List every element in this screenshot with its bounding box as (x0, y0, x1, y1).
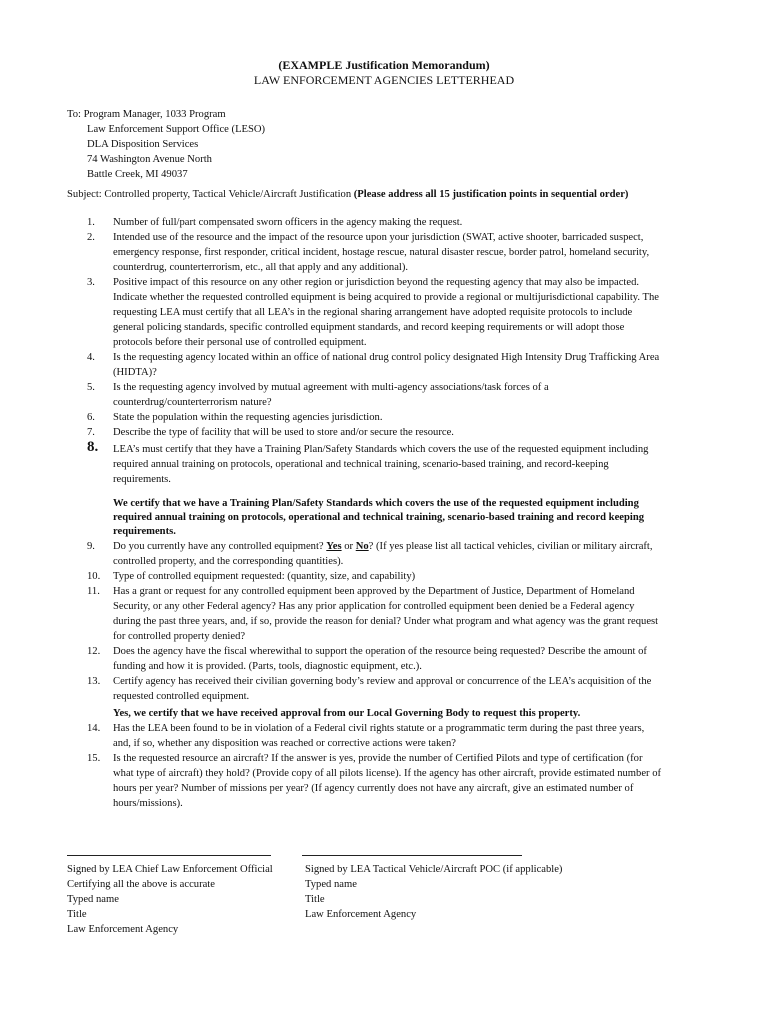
item-text: State the population within the requesting agencies jurisdiction. (113, 412, 383, 423)
item-text: Has a grant or request for any controlled equipment been approved by the Department of Justice, Department of Homeland (113, 586, 635, 597)
certification-text: required annual training on protocols, operational and technical training, scenario-based training and record keeping (113, 512, 645, 523)
item-number: 13. (87, 676, 101, 687)
justification-item-9 (67, 539, 707, 569)
item-text: Describe the type of facility that will be used to store and/or secure the resource. (113, 427, 454, 438)
item-number: 4. (87, 352, 95, 363)
item-text: general policing standards, specific controlled equipment standards, and record keeping requirements or will adopt those (113, 322, 625, 333)
signature-caption: Signed by LEA Chief Law Enforcement Official (67, 864, 273, 875)
item-text: funding and how it is provided. (Parts, tools, diagnostic equipment, etc.). (113, 661, 422, 672)
item-number: 7. (87, 427, 95, 438)
item-text: requirements. (113, 474, 171, 485)
justification-item-13 (67, 674, 707, 704)
justification-item-3 (67, 275, 707, 350)
item-text: counterdrug, counterterrorism, etc., all that apply and any additional). (113, 262, 409, 273)
spacer (67, 487, 707, 497)
justification-item-14 (67, 721, 707, 751)
item-number: 3. (87, 277, 95, 288)
item-text: requested controlled equipment. (113, 691, 250, 702)
item-text: controlled property, and the corresponding quantities). (113, 556, 344, 567)
item-text: hours per year? Number of missions per year? (If agency currently does not have any aircraft, give an estimated number of (113, 783, 634, 794)
item-text: Is the requesting agency located within an office of national drug control policy designated High Intensity Drug Trafficking Area (113, 352, 660, 363)
item-text: Has the LEA been found to be in violation of a Federal civil rights statute or a programmatic term during the past three years, (113, 723, 645, 734)
justification-list (67, 215, 707, 811)
item-text: Security, or any other Federal agency? Has any prior application for controlled equipment been denied be a Federal agency (113, 601, 635, 612)
item-text-part: or (341, 541, 356, 552)
item-text: (HIDTA)? (113, 367, 157, 378)
item-text: during the past three years, and, if so, provide the reason for denial? Under what program and what agency was the grant request (113, 616, 659, 627)
item-text-part: Do you currently have any controlled equipment? (113, 541, 327, 552)
signature-caption: Certifying all the above is accurate (67, 879, 215, 890)
item-text: Does the agency have the fiscal wherewithal to support the operation of the resource being requested? Describe the amount of (113, 646, 647, 657)
item-number: 6. (87, 412, 95, 423)
signature-line (67, 855, 271, 856)
justification-item-11 (67, 584, 707, 644)
yes-option: Yes (326, 541, 342, 552)
address-line: 74 Washington Avenue North (87, 154, 212, 165)
item-text: what type of aircraft) they hold? (Provide copy of all pilots license). If the agency has other aircraft, provide estimated number of (113, 768, 662, 779)
memo-header (0, 58, 768, 88)
item-text: Is the requested resource an aircraft? If the answer is yes, provide the number of Certified Pilots and type of certification (for (113, 753, 643, 764)
item-number: 12. (87, 646, 101, 657)
item-text: Type of controlled equipment requested: (quantity, size, and capability) (113, 571, 416, 582)
training-certification (67, 497, 707, 539)
item-number: 11. (87, 586, 100, 597)
justification-item-12 (67, 644, 707, 674)
item-number: 15. (87, 753, 101, 764)
certification-text: We certify that we have a Training Plan/Safety Standards which covers the use of the requested equipment including (113, 498, 639, 509)
signature-caption: Title (67, 909, 87, 920)
item-text: Number of full/part compensated sworn officers in the agency making the request. (113, 217, 463, 228)
signature-caption: Signed by LEA Tactical Vehicle/Aircraft POC (if applicable) (305, 864, 563, 875)
justification-item-2 (67, 230, 707, 275)
item-text: Certify agency has received their civilian governing body’s review and approval or concurrence of the LEA’s acquisition of the (113, 676, 652, 687)
item-text: requesting LEA must certify that all LEA’s in the regional sharing arrangement have adopted requisite protocols to include (113, 307, 633, 318)
justification-item-4 (67, 350, 707, 380)
memo-title: (EXAMPLE Justification Memorandum) (278, 58, 490, 72)
subject-text: Subject: Controlled property, Tactical Vehicle/Aircraft Justification (67, 189, 354, 200)
item-text: required annual training on protocols, operational and technical training, scenario-based training, and record-keeping (113, 459, 609, 470)
justification-item-8 (67, 439, 707, 487)
to-line: To: Program Manager, 1033 Program (67, 109, 226, 120)
justification-item-15 (67, 751, 707, 811)
subject-line (67, 187, 747, 202)
item-text: counterdrug/counterterrorism nature? (113, 397, 272, 408)
memo-letterhead: LAW ENFORCEMENT AGENCIES LETTERHEAD (253, 73, 515, 87)
address-line: Law Enforcement Support Office (LESO) (87, 124, 266, 135)
item-number: 5. (87, 382, 95, 393)
signature-caption: Law Enforcement Agency (305, 909, 417, 920)
item-number: 10. (87, 571, 101, 582)
address-line: DLA Disposition Services (87, 139, 199, 150)
justification-item-1 (67, 215, 707, 230)
no-option: No (355, 541, 369, 552)
item-number: 14. (87, 723, 101, 734)
item-text-part: ? (If yes please list all tactical vehicles, civilian or military aircraft, (368, 541, 653, 552)
justification-item-5 (67, 380, 707, 410)
item-number: 1. (87, 217, 95, 228)
signature-caption: Title (305, 894, 325, 905)
signature-caption: Typed name (67, 894, 119, 905)
governing-body-certification (67, 706, 707, 721)
signature-caption: Law Enforcement Agency (67, 924, 179, 935)
justification-item-10 (67, 569, 707, 584)
item-text: Is the requesting agency involved by mutual agreement with multi-agency associations/task forces of a (113, 382, 549, 393)
subject-instruction: (Please address all 15 justification points in sequential order) (353, 189, 629, 200)
justification-item-6 (67, 410, 707, 425)
certification-text: Yes, we certify that we have received approval from our Local Governing Body to request this property. (113, 708, 581, 719)
item-text: Indicate whether the requested controlled equipment is being acquired to provide a regional or multijurisdictional capability. The (113, 292, 659, 303)
item-text: Intended use of the resource and the impact of the resource upon your jurisdiction (SWAT, active shooter, barricaded suspect, (113, 232, 644, 243)
certification-text: requirements. (113, 526, 176, 537)
item-text: LEA’s must certify that they have a Training Plan/Safety Standards which covers the use of the requested equipment including (113, 444, 649, 455)
item-text: emergency response, first responder, critical incident, hostage rescue, natural disaster rescue, border patrol, homeland security, (113, 247, 650, 258)
address-line: Battle Creek, MI 49037 (87, 169, 188, 180)
justification-item-7 (67, 425, 707, 440)
item-text: for controlled property denied? (113, 631, 246, 642)
item-number: 2. (87, 232, 95, 243)
item-number: 9. (87, 541, 95, 552)
signature-line (302, 855, 522, 856)
item-text: hours/missions). (113, 798, 183, 809)
item-text (113, 539, 707, 554)
item-text: Positive impact of this resource on any other region or jurisdiction beyond the requesting agency that may also be impacted. (113, 277, 640, 288)
signature-caption: Typed name (305, 879, 357, 890)
signature-block-poc (302, 855, 562, 922)
signature-block-chief (67, 855, 273, 937)
item-text: protocols before their personal use of controlled equipment. (113, 337, 367, 348)
item-text: and, if so, whether any disposition was reached or corrective actions were taken? (113, 738, 456, 749)
recipient-address (67, 107, 265, 182)
item-number: 8. (87, 439, 99, 455)
